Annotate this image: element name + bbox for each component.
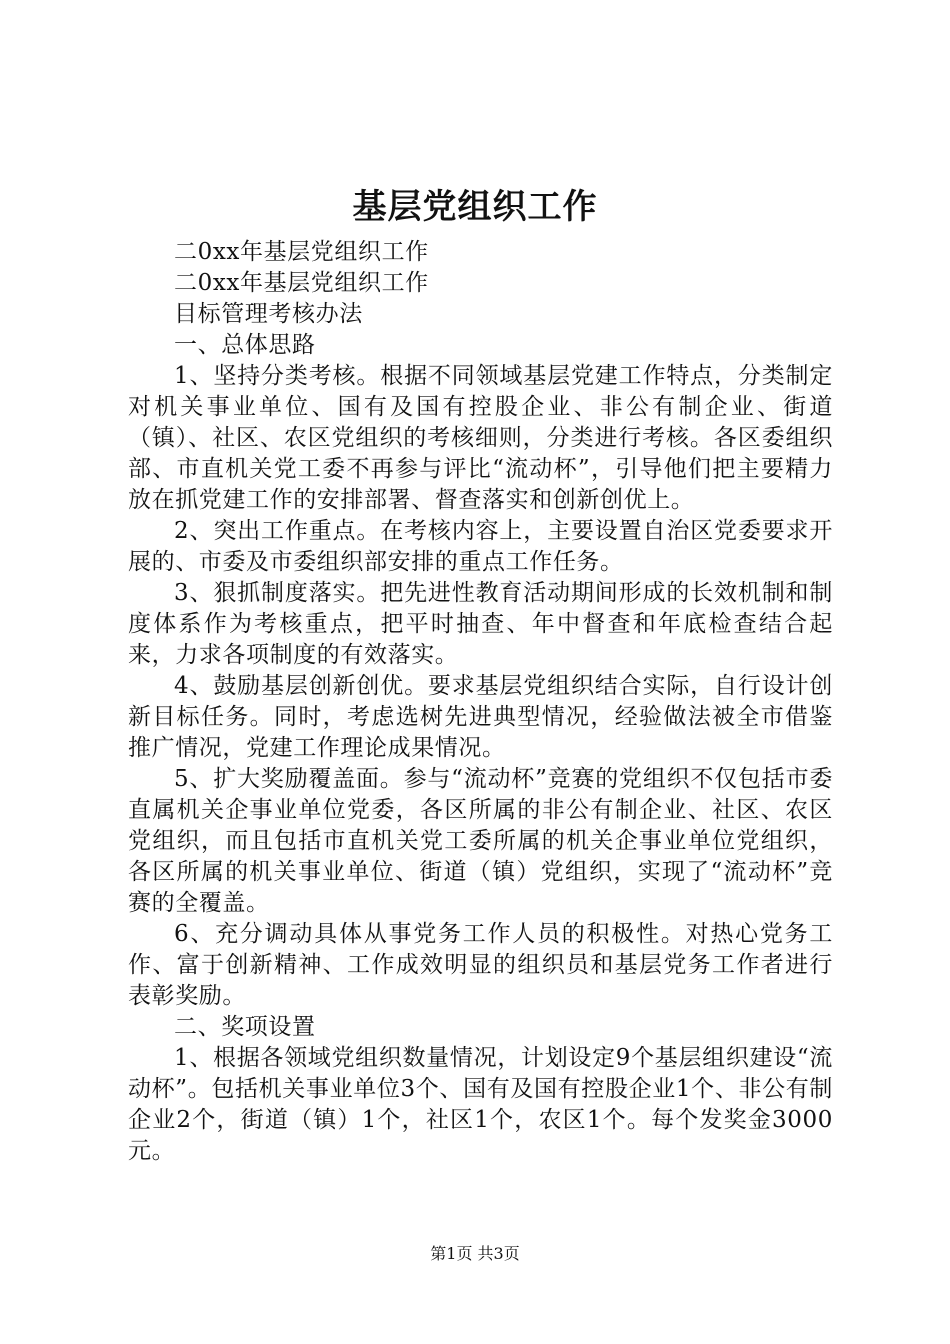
document-title: 基层党组织工作 [352, 187, 598, 227]
paragraph: 3、狠抓制度落实。把先进性教育活动期间形成的长效机制和制度体系作为考核重点，把平时抽查、年中督查和年底检查结合起来，力求各项制度的有效落实。 [128, 580, 833, 668]
paragraph: 二0xx年基层党组织工作 [174, 239, 429, 265]
document-body [128, 237, 833, 1167]
paragraph: 1、坚持分类考核。根据不同领域基层党建工作特点，分类制定对机关事业单位、国有及国有控股企业、非公有制企业、街道（镇）、社区、农区党组织的考核细则，分类进行考核。各区委组织部、市直机关党工委不再参与评比“流动杯”，引导他们把主要精力放在抓党建工作的安排部署、督查落实和创新创优上。 [128, 363, 833, 513]
paragraph: 目标管理考核办法 [174, 301, 363, 327]
paragraph: 2、突出工作重点。在考核内容上，主要设置自治区党委要求开展的、市委及市委组织部安排的重点工作任务。 [128, 518, 833, 575]
section-heading: 一、总体思路 [174, 332, 316, 358]
paragraph: 1、根据各领域党组织数量情况，计划设定9个基层组织建设“流动杯”。包括机关事业单位3个、国有及国有控股企业1个、非公有制企业2个，街道（镇）1个，社区1个，农区1个。每个发奖金3000元。 [128, 1045, 833, 1164]
paragraph: 4、鼓励基层创新创优。要求基层党组织结合实际，自行设计创新目标任务。同时，考虑选树先进典型情况，经验做法被全市借鉴推广情况，党建工作理论成果情况。 [128, 673, 833, 761]
page-footer: 第1页 共3页 [430, 1244, 520, 1263]
paragraph: 二0xx年基层党组织工作 [174, 270, 429, 296]
section-heading: 二、奖项设置 [174, 1014, 316, 1040]
paragraph: 6、充分调动具体从事党务工作人员的积极性。对热心党务工作、富于创新精神、工作成效明显的组织员和基层党务工作者进行表彰奖励。 [128, 921, 833, 1009]
paragraph: 5、扩大奖励覆盖面。参与“流动杯”竞赛的党组织不仅包括市委直属机关企事业单位党委，各区所属的非公有制企业、社区、农区党组织，而且包括市直机关党工委所属的机关企事业单位党组织，各区所属的机关事业单位、街道（镇）党组织，实现了“流动杯”竞赛的全覆盖。 [128, 766, 833, 916]
